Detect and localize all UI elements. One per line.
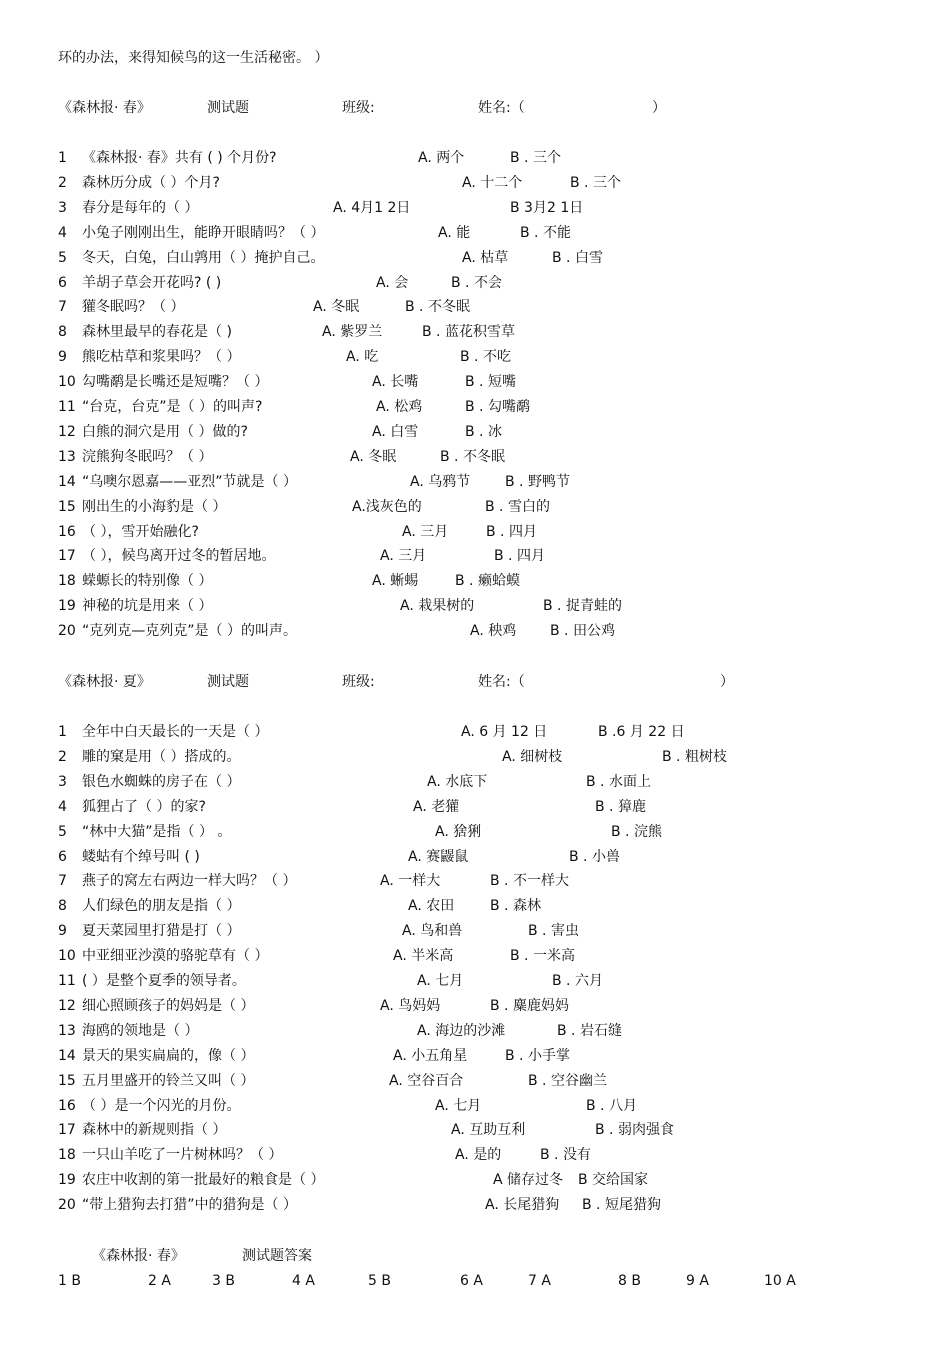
option-b: B . 短尾猎狗 (582, 1197, 661, 1214)
summer-class-label: 班级: (342, 674, 375, 690)
option-b: B . 不吃 (460, 349, 511, 366)
question-text: “带上猎狗去打猎”中的猎狗是（ ） (82, 1197, 297, 1214)
option-a: A. 猞猁 (435, 823, 482, 840)
intro-line: 环的办法，来得知候鸟的这一生活秘密。 ） (58, 50, 329, 66)
option-a: A. 鸟妈妈 (380, 997, 441, 1014)
answers-title: 《森林报· 春》 (92, 1248, 185, 1264)
answer-item: 3 B (212, 1273, 235, 1289)
option-b: B . 雪白的 (485, 498, 550, 515)
question-text: 白熊的洞穴是用（ ）做的? (82, 423, 248, 440)
question-number: 19 (58, 598, 76, 615)
answer-item: 6 A (460, 1273, 483, 1289)
question-number: 19 (58, 1172, 76, 1189)
question-number: 8 (58, 324, 67, 341)
option-a: A. 长尾猎狗 (485, 1197, 560, 1214)
option-b: B . 不冬眠 (405, 299, 470, 316)
option-a: A. 长嘴 (372, 374, 419, 391)
option-a: A. 海边的沙滩 (417, 1022, 506, 1039)
question-text: 森林里最早的春花是（ ) (82, 324, 232, 341)
question-text: 小兔子刚刚出生，能睁开眼睛吗？（ ） (82, 224, 325, 241)
question-number: 7 (58, 873, 67, 890)
option-a: A. 冬眠 (313, 299, 360, 316)
option-b: B . 冰 (465, 423, 502, 440)
option-a: A. 农田 (408, 898, 455, 915)
question-number: 16 (58, 523, 76, 540)
option-b: B . 浣熊 (611, 823, 662, 840)
question-number: 10 (58, 948, 76, 965)
question-text: 《森林报· 春》共有 ( ) 个月份? (82, 150, 277, 166)
question-text: 景天的果实扁扁的，像（ ） (82, 1047, 255, 1064)
question-number: 6 (58, 274, 67, 291)
question-text: 农庄中收割的第一批最好的粮食是（ ） (82, 1172, 325, 1189)
question-number: 20 (58, 1197, 76, 1214)
option-b: B . 麋鹿妈妈 (490, 997, 569, 1014)
option-a: A. 秧鸡 (470, 623, 517, 640)
option-b: B . 不一样大 (490, 873, 569, 890)
option-b: B . 捉青蛙的 (543, 598, 622, 615)
question-text: 海鸥的领地是（ ） (82, 1022, 199, 1039)
answer-item: 1 B (58, 1273, 81, 1289)
option-a: A. 七月 (417, 973, 464, 989)
option-a: A. 松鸡 (376, 399, 423, 415)
option-b: B . 没有 (540, 1147, 591, 1164)
option-a: A. 紫罗兰 (322, 324, 383, 341)
question-text: “林中大猫”是指（ ） 。 (82, 823, 232, 840)
option-a: A. 三月 (402, 523, 449, 540)
option-b: B 交给国家 (578, 1172, 649, 1189)
spring-name-label: 姓名:（ (478, 100, 525, 116)
option-b: B . 六月 (552, 973, 603, 989)
question-text: 中亚细亚沙漠的骆驼草有（ ） (82, 948, 269, 965)
question-number: 15 (58, 1072, 76, 1089)
option-a: A. 白雪 (372, 423, 419, 440)
question-number: 1 (58, 724, 67, 740)
question-number: 2 (58, 174, 67, 191)
option-b: B . 小手掌 (505, 1047, 570, 1064)
question-text: 浣熊狗冬眠吗？（ ） (82, 448, 213, 465)
question-number: 4 (58, 798, 67, 815)
question-text: 冬天，白兔，白山鹑用（ ）掩护自己。 (82, 249, 325, 266)
question-number: 5 (58, 823, 67, 840)
option-a: A.浅灰色的 (352, 498, 422, 515)
option-b: B . 四月 (494, 548, 545, 565)
option-b: B 3月2 1日 (510, 199, 584, 216)
answer-item: 8 B (618, 1273, 641, 1289)
question-number: 18 (58, 1147, 76, 1164)
question-text: 人们绿色的朋友是指（ ） (82, 898, 241, 915)
option-b: B . 小兽 (569, 848, 620, 865)
question-number: 15 (58, 498, 76, 515)
question-number: 3 (58, 773, 67, 790)
question-text: 燕子的窝左右两边一样大吗？（ ） (82, 873, 297, 890)
option-a: A. 半米高 (393, 948, 454, 965)
question-text: 熊吃枯草和浆果吗？（ ） (82, 349, 241, 366)
answers-subtitle: 测试题答案 (242, 1248, 312, 1264)
option-a: A. 细树枝 (502, 748, 563, 765)
question-text: 勾嘴鹬是长嘴还是短嘴？（ ） (82, 374, 269, 391)
option-a: A. 赛鼹鼠 (408, 848, 469, 865)
answer-item: 9 A (686, 1273, 709, 1289)
question-number: 7 (58, 299, 67, 316)
question-number: 12 (58, 997, 76, 1014)
option-a: A. 吃 (346, 349, 379, 366)
spring-subtitle: 测试题 (207, 100, 249, 116)
question-number: 18 (58, 573, 76, 590)
question-number: 8 (58, 898, 67, 915)
option-a: A. 乌鸦节 (410, 473, 471, 490)
question-number: 12 (58, 423, 76, 440)
question-text: 全年中白天最长的一天是（ ） (82, 724, 269, 740)
question-text: 银色水蜘蛛的房子在（ ） (82, 773, 241, 790)
option-b: B . 獐鹿 (595, 798, 646, 815)
question-text: 狐狸占了（ ）的家? (82, 798, 206, 815)
question-number: 11 (58, 973, 76, 989)
question-number: 3 (58, 199, 67, 216)
question-number: 9 (58, 923, 67, 940)
option-a: A. 七月 (435, 1097, 482, 1114)
question-text: 细心照顾孩子的妈妈是（ ） (82, 997, 255, 1014)
question-text: 神秘的坑是用来（ ） (82, 598, 213, 615)
option-a: A. 小五角星 (393, 1047, 468, 1064)
answer-item: 10 A (764, 1273, 796, 1289)
question-text: ( ）是整个夏季的领导者。 (82, 973, 246, 989)
question-text: 春分是每年的（ ） (82, 199, 199, 216)
option-b: B . 四月 (486, 523, 537, 540)
question-text: 刚出生的小海豹是（ ） (82, 498, 227, 515)
option-b: B . 癞蛤蟆 (455, 573, 520, 590)
answer-item: 4 A (292, 1273, 315, 1289)
option-b: B . 田公鸡 (550, 623, 615, 640)
question-text: “乌噢尔恩嘉——亚烈”节就是（ ） (82, 473, 297, 490)
question-text: （ ），雪开始融化? (82, 523, 199, 540)
question-number: 10 (58, 374, 76, 391)
summer-title: 《森林报· 夏》 (58, 674, 151, 690)
question-number: 17 (58, 1122, 76, 1139)
question-text: 森林历分成（ ）个月? (82, 174, 220, 191)
question-text: 夏天菜园里打猎是打（ ） (82, 923, 241, 940)
question-number: 2 (58, 748, 67, 765)
question-number: 1 (58, 150, 67, 166)
option-b: B . 弱肉强食 (595, 1122, 674, 1139)
option-b: B . 三个 (570, 174, 621, 191)
question-text: 一只山羊吃了一片树林吗？（ ） (82, 1147, 283, 1164)
question-number: 14 (58, 1047, 76, 1064)
question-number: 16 (58, 1097, 76, 1114)
option-b: B . 害虫 (528, 923, 579, 940)
option-b: B . 勾嘴鹬 (465, 399, 530, 415)
option-a: A. 6 月 12 日 (461, 724, 548, 740)
option-a: A. 老獾 (413, 798, 460, 815)
spring-title: 《森林报· 春》 (58, 100, 151, 116)
spring-class-label: 班级: (342, 100, 375, 116)
question-number: 5 (58, 249, 67, 266)
option-b: B . 不会 (451, 274, 502, 291)
answer-item: 7 A (528, 1273, 551, 1289)
question-number: 11 (58, 399, 76, 415)
question-text: 蝼蛄有个绰号叫 ( ) (82, 848, 200, 865)
option-a: A. 枯草 (462, 249, 509, 266)
question-text: “克列克—克列克”是（ ）的叫声。 (82, 623, 297, 640)
option-a: A. 会 (376, 274, 409, 291)
question-text: 蝾螈长的特别像（ ） (82, 573, 213, 590)
option-a: A. 鸟和兽 (402, 923, 463, 940)
option-a: A. 是的 (455, 1147, 502, 1164)
option-a: A. 十二个 (462, 174, 523, 191)
option-a: A. 蜥蜴 (372, 573, 419, 590)
option-a: A. 冬眠 (350, 448, 397, 465)
question-number: 6 (58, 848, 67, 865)
option-a: A. 一样大 (380, 873, 441, 890)
option-b: B . 粗树枝 (662, 748, 727, 765)
option-a: A. 三月 (380, 548, 427, 565)
option-b: B .6 月 22 日 (598, 724, 685, 740)
option-b: B . 岩石缝 (557, 1022, 622, 1039)
question-text: 雕的窠是用（ ）搭成的。 (82, 748, 241, 765)
option-b: B . 八月 (586, 1097, 637, 1114)
summer-subtitle: 测试题 (207, 674, 249, 690)
option-a: A. 能 (438, 224, 471, 241)
question-text: （ ），候鸟离开过冬的暂居地。 (82, 548, 276, 565)
question-number: 17 (58, 548, 76, 565)
question-text: 五月里盛开的铃兰又叫（ ） (82, 1072, 255, 1089)
question-number: 13 (58, 448, 76, 465)
spring-name-close: ） (652, 100, 666, 116)
summer-name-label: 姓名:（ (478, 674, 525, 690)
question-text: （ ）是一个闪光的月份。 (82, 1097, 241, 1114)
option-a: A. 水底下 (427, 773, 488, 790)
option-b: B . 蓝花积雪草 (422, 324, 515, 341)
option-b: B . 不能 (520, 224, 571, 241)
option-b: B . 不冬眠 (440, 448, 505, 465)
option-a: A 储存过冬 (493, 1172, 564, 1189)
answer-item: 5 B (368, 1273, 391, 1289)
question-text: “台克，台克”是（ ）的叫声? (82, 399, 263, 415)
option-a: A. 空谷百合 (389, 1072, 464, 1089)
option-b: B . 森林 (490, 898, 541, 915)
option-a: A. 互助互利 (451, 1122, 526, 1139)
question-number: 14 (58, 473, 76, 490)
question-number: 4 (58, 224, 67, 241)
option-b: B . 水面上 (586, 773, 651, 790)
option-b: B . 白雪 (552, 249, 603, 266)
answer-item: 2 A (148, 1273, 171, 1289)
question-number: 13 (58, 1022, 76, 1039)
option-b: B . 短嘴 (465, 374, 516, 391)
question-text: 獾冬眠吗？（ ） (82, 299, 185, 316)
question-number: 9 (58, 349, 67, 366)
question-text: 森林中的新规则指（ ） (82, 1122, 227, 1139)
option-b: B . 三个 (510, 150, 561, 166)
question-text: 羊胡子草会开花吗? ( ) (82, 274, 222, 291)
summer-name-close: ） (720, 674, 734, 690)
question-number: 20 (58, 623, 76, 640)
option-b: B . 一米高 (510, 948, 575, 965)
option-a: A. 两个 (418, 150, 465, 166)
option-b: B . 野鸭节 (505, 473, 570, 490)
option-a: A. 栽果树的 (400, 598, 475, 615)
option-b: B . 空谷幽兰 (528, 1072, 607, 1089)
option-a: A. 4月1 2日 (333, 199, 411, 216)
